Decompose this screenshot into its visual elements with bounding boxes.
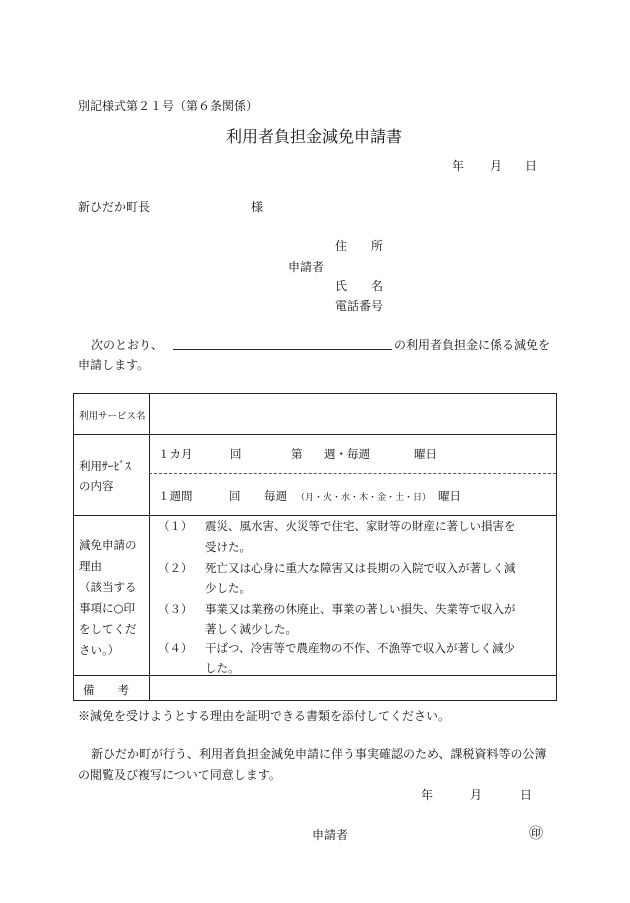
intro-text-line2: 申請します。 [78, 358, 150, 372]
month-week-label: 第 [291, 447, 303, 461]
addressee-name: 新ひだか町長 [78, 200, 151, 214]
month-period-label: １カ月 [158, 447, 193, 461]
footer-date-year-label: 年 [421, 788, 434, 802]
service-content-label-line1: 利用ｻｰﾋﾞｽ [79, 459, 131, 473]
seal-mark: ㊞ [529, 826, 543, 842]
remarks-field[interactable] [154, 678, 552, 698]
table-row-divider [74, 515, 556, 516]
table-dashed-divider [149, 473, 556, 474]
reason-text: 干ばつ、冷害等で農産物の不作、不漁等で収入が著しく減少 [205, 641, 516, 655]
service-name-blank-line[interactable] [173, 349, 392, 350]
reason-text: 死亡又は心身に重大な障害又は長期の入院で収入が著しく減 [205, 561, 516, 575]
reason-label-line: 理由 [79, 559, 102, 573]
consent-text-line2: の閲覧及び複写について同意します。 [78, 768, 281, 782]
form-number: 別記様式第２１号（第６条関係） [78, 99, 259, 113]
service-name-field[interactable] [154, 397, 552, 431]
footer-date-month-label: 月 [470, 788, 483, 802]
month-week-suffix: 週・毎週 [324, 447, 370, 461]
week-weekday-label: 曜日 [438, 489, 461, 503]
service-name-label: 利用サービス名 [79, 411, 146, 422]
reason-text: 受けた。 [205, 540, 251, 554]
footer-applicant-label: 申請者 [312, 828, 349, 842]
reason-label-line: 事項に○印 [79, 601, 136, 615]
reason-label-line: 減免申請の [79, 538, 137, 552]
table-column-divider [149, 394, 150, 700]
week-period-label: １週間 [158, 489, 193, 503]
applicant-name-label: 氏 名 [335, 279, 384, 293]
reason-text: 震災、風水害、火災等で住宅、家財等の財産に著しい損害を [205, 519, 516, 533]
intro-text-before: 次のとおり、 [91, 338, 164, 352]
reason-number[interactable]: （２） [158, 561, 193, 575]
reason-number[interactable]: （３） [158, 602, 193, 616]
applicant-phone-label: 電話番号 [335, 299, 384, 313]
addressee-honorific: 様 [251, 200, 264, 214]
date-month-label: 月 [490, 159, 503, 173]
reason-text: 著しく減少した。 [205, 622, 297, 636]
intro-text-after: の利用者負担金に係る減免を [394, 338, 551, 352]
reason-number[interactable]: （４） [158, 641, 193, 655]
service-content-label-line2: の内容 [79, 479, 114, 493]
table-row-divider [74, 434, 556, 435]
date-day-label: 日 [525, 159, 538, 173]
week-times-label: 回 [229, 489, 241, 503]
reason-text: 少した。 [205, 581, 251, 595]
reason-text: 事業又は業務の休廃止、事業の著しい損失、失業等で収入が [205, 602, 516, 616]
reason-label-line: さい。） [79, 643, 120, 657]
applicant-label: 申請者 [288, 260, 325, 274]
date-year-label: 年 [452, 159, 465, 173]
reason-label-line: をしてくだ [79, 622, 137, 636]
table-row-divider [74, 675, 556, 676]
applicant-address-label: 住 所 [335, 239, 384, 253]
reason-label-line: （該当する [79, 580, 137, 594]
footer-date-day-label: 日 [520, 788, 533, 802]
every-week-label: 毎週 [264, 489, 287, 503]
reason-text: した。 [205, 661, 240, 675]
remarks-label: 備 考 [83, 683, 129, 697]
consent-text-line1: 新ひだか町が行う、利用者負担金減免申請に伴う事実確認のため、課税資料等の公簿 [91, 747, 547, 761]
month-weekday-label: 曜日 [414, 447, 437, 461]
reason-number[interactable]: （１） [158, 519, 193, 533]
weekday-options: （月・火・水・木・金・土・日） [296, 493, 432, 503]
page-title: 利用者負担金減免申請書 [226, 127, 403, 146]
attachment-note: ※減免を受けようとする理由を証明できる書類を添付してください。 [78, 709, 451, 723]
application-table [73, 393, 557, 701]
month-times-label: 回 [230, 447, 242, 461]
